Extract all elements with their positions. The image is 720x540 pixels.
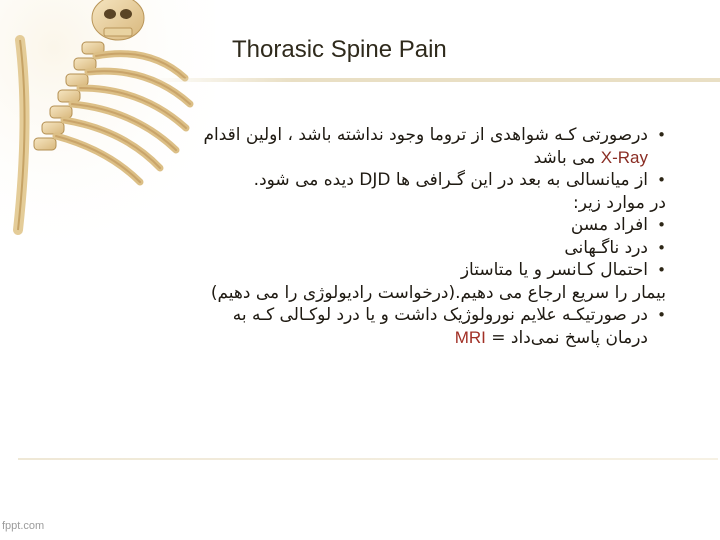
xray-term: X-Ray	[600, 147, 648, 167]
bullet-line	[60, 259, 666, 282]
text-line	[60, 282, 666, 305]
bullet-dot-icon: •	[657, 216, 666, 234]
bullet-dot-icon: •	[657, 238, 666, 257]
slide-title: Thorasic Spine Pain	[232, 36, 447, 63]
bullet-dot-icon: •	[657, 261, 666, 279]
bullet-dot-icon: •	[657, 171, 666, 189]
line-text: درمان پاسخ نمی‌داد =	[491, 327, 648, 348]
continuation-line	[60, 147, 666, 170]
bullet-text: در صورتیکـه علایم نورولوژیک داشت و یا درد لوکـالی کـه به	[232, 305, 648, 325]
footer-divider	[18, 458, 718, 460]
text-line	[60, 192, 666, 215]
line-text: می باشد	[533, 147, 596, 168]
bullet-line	[60, 237, 666, 260]
continuation-line	[60, 327, 666, 350]
footer-watermark: fppt.com	[2, 520, 45, 532]
bullet-text: از میانسالی به بعد در این گـرافی ها DJD دیده می شود.	[253, 170, 648, 190]
title-divider	[150, 78, 720, 82]
bullet-text: درد ناگـهانی	[564, 237, 648, 258]
bullet-text: افراد مسن	[570, 215, 648, 235]
bullet-line	[60, 124, 666, 147]
bullet-line	[60, 214, 666, 237]
bullet-text: درصورتی کـه شواهدی از تروما وجود نداشته باشد ، اولین اقدام	[203, 125, 648, 145]
line-text: در موارد زیر:	[572, 192, 666, 213]
line-text: بیمار را سریع ارجاع می دهیم.(درخواست رادیولوژی را می دهیم)	[210, 282, 666, 303]
bullet-line	[60, 169, 666, 192]
bullet-text: احتمال کـانسر و یا متاستاز	[460, 260, 648, 280]
mri-term: MRI	[454, 327, 486, 347]
bullet-line	[60, 304, 666, 327]
bullet-dot-icon: •	[657, 126, 666, 144]
slide-body	[60, 124, 666, 349]
bullet-dot-icon: •	[657, 306, 666, 324]
